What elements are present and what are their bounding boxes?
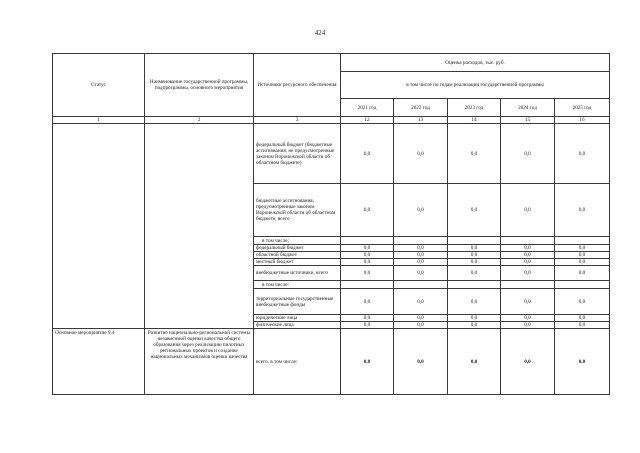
value-cell: 0,0 — [501, 315, 555, 322]
value-cell: 0,0 — [394, 329, 448, 395]
value-cell: 0,0 — [394, 252, 448, 259]
source-label: местный бюджет — [254, 259, 341, 266]
value-cell: 0,0 — [394, 315, 448, 322]
value-cell — [555, 281, 610, 289]
value-cell: 0,0 — [501, 266, 555, 281]
value-cell: 0,0 — [501, 289, 555, 315]
value-cell: 0,0 — [394, 259, 448, 266]
value-cell: 0,0 — [341, 289, 394, 315]
value-cell: 0,0 — [555, 289, 610, 315]
value-cell: 0,0 — [448, 266, 501, 281]
value-cell: 0,0 — [555, 124, 610, 184]
header-name: Наименование государственной программы, подпрограммы, основного мероприятия — [145, 54, 254, 117]
value-cell: 0,0 — [501, 259, 555, 266]
value-cell: 0,0 — [501, 184, 555, 237]
source-label: территориальные государственные внебюджетные фонды — [254, 289, 341, 315]
value-cell — [448, 237, 501, 245]
value-cell: 0,0 — [501, 329, 555, 395]
value-cell: 0,0 — [448, 252, 501, 259]
value-cell: 0,0 — [555, 329, 610, 395]
year-2025: 2025 год — [555, 99, 610, 117]
budget-table — [52, 53, 610, 395]
value-cell — [341, 237, 394, 245]
value-cell: 0,0 — [555, 259, 610, 266]
header-status: Статус — [53, 54, 145, 117]
value-cell: 0,0 — [394, 245, 448, 252]
value-cell: 0,0 — [341, 252, 394, 259]
col-number: 2 — [145, 117, 254, 124]
value-cell: 0,0 — [341, 245, 394, 252]
source-label: федеральный бюджет — [254, 245, 341, 252]
source-label: юридические лица — [254, 315, 341, 322]
source-label: в том числе: — [254, 237, 341, 245]
year-2022: 2022 год — [394, 99, 448, 117]
value-cell — [341, 281, 394, 289]
value-cell: 0,0 — [448, 184, 501, 237]
source-label: федеральный бюджет (бюджетные ассигнования, не предусмотренные законом Воронежской области об областном бюджете) — [254, 124, 341, 184]
value-cell: 0,0 — [394, 322, 448, 329]
header-by-years: в том числе по годам реализации государственной программы — [341, 72, 610, 99]
source-label: в том числе: — [254, 281, 341, 289]
value-cell: 0,0 — [341, 322, 394, 329]
name-cell-empty — [145, 124, 254, 329]
col-number: 14 — [448, 117, 501, 124]
value-cell: 0,0 — [501, 124, 555, 184]
source-label: бюджетные ассигнования, предусмотренные законом Воронежской области об областном бюджете, всего — [254, 184, 341, 237]
value-cell: 0,0 — [448, 315, 501, 322]
year-2024: 2024 год — [501, 99, 555, 117]
status-cell-empty — [53, 124, 145, 329]
source-label: внебюджетные источники, всего — [254, 266, 341, 281]
value-cell — [394, 281, 448, 289]
value-cell: 0,0 — [501, 245, 555, 252]
col-number: 12 — [341, 117, 394, 124]
value-cell — [555, 237, 610, 245]
value-cell: 0,0 — [341, 266, 394, 281]
value-cell: 0,0 — [341, 315, 394, 322]
value-cell — [448, 281, 501, 289]
value-cell: 0,0 — [394, 124, 448, 184]
year-2021: 2021 год — [341, 99, 394, 117]
measure-name: Развитие национально-региональной системы независимой оценки качества общего образования через реализацию пилотных региональных проектов и создание национальных механизмов оценки качества — [145, 329, 254, 395]
value-cell: 0,0 — [448, 322, 501, 329]
source-label: физические лица — [254, 322, 341, 329]
value-cell: 0,0 — [448, 329, 501, 395]
value-cell — [501, 237, 555, 245]
value-cell: 0,0 — [501, 322, 555, 329]
value-cell: 0,0 — [394, 289, 448, 315]
col-number: 15 — [501, 117, 555, 124]
value-cell: 0,0 — [341, 259, 394, 266]
value-cell: 0,0 — [555, 315, 610, 322]
value-cell: 0,0 — [394, 266, 448, 281]
value-cell: 0,0 — [555, 252, 610, 259]
value-cell: 0,0 — [341, 124, 394, 184]
value-cell: 0,0 — [555, 266, 610, 281]
measure-status: Основное мероприятие 9.4 — [53, 329, 145, 395]
value-cell: 0,0 — [448, 245, 501, 252]
value-cell: 0,0 — [394, 184, 448, 237]
source-label: всего, в том числе: — [254, 329, 341, 395]
value-cell: 0,0 — [448, 259, 501, 266]
year-2023: 2023 год — [448, 99, 501, 117]
value-cell: 0,0 — [448, 289, 501, 315]
source-label: областной бюджет — [254, 252, 341, 259]
value-cell — [501, 281, 555, 289]
col-number: 3 — [254, 117, 341, 124]
col-number: 16 — [555, 117, 610, 124]
value-cell — [394, 237, 448, 245]
value-cell: 0,0 — [341, 329, 394, 395]
value-cell: 0,0 — [555, 245, 610, 252]
value-cell: 0,0 — [555, 322, 610, 329]
header-sources: Источники ресурсного обеспечения — [254, 54, 341, 117]
value-cell: 0,0 — [501, 252, 555, 259]
header-expenses: Оценка расходов, тыс. руб. — [341, 54, 610, 72]
col-number: 1 — [53, 117, 145, 124]
col-number: 13 — [394, 117, 448, 124]
value-cell: 0,0 — [341, 184, 394, 237]
page-number: 424 — [314, 29, 326, 37]
value-cell: 0,0 — [555, 184, 610, 237]
value-cell: 0,0 — [448, 124, 501, 184]
